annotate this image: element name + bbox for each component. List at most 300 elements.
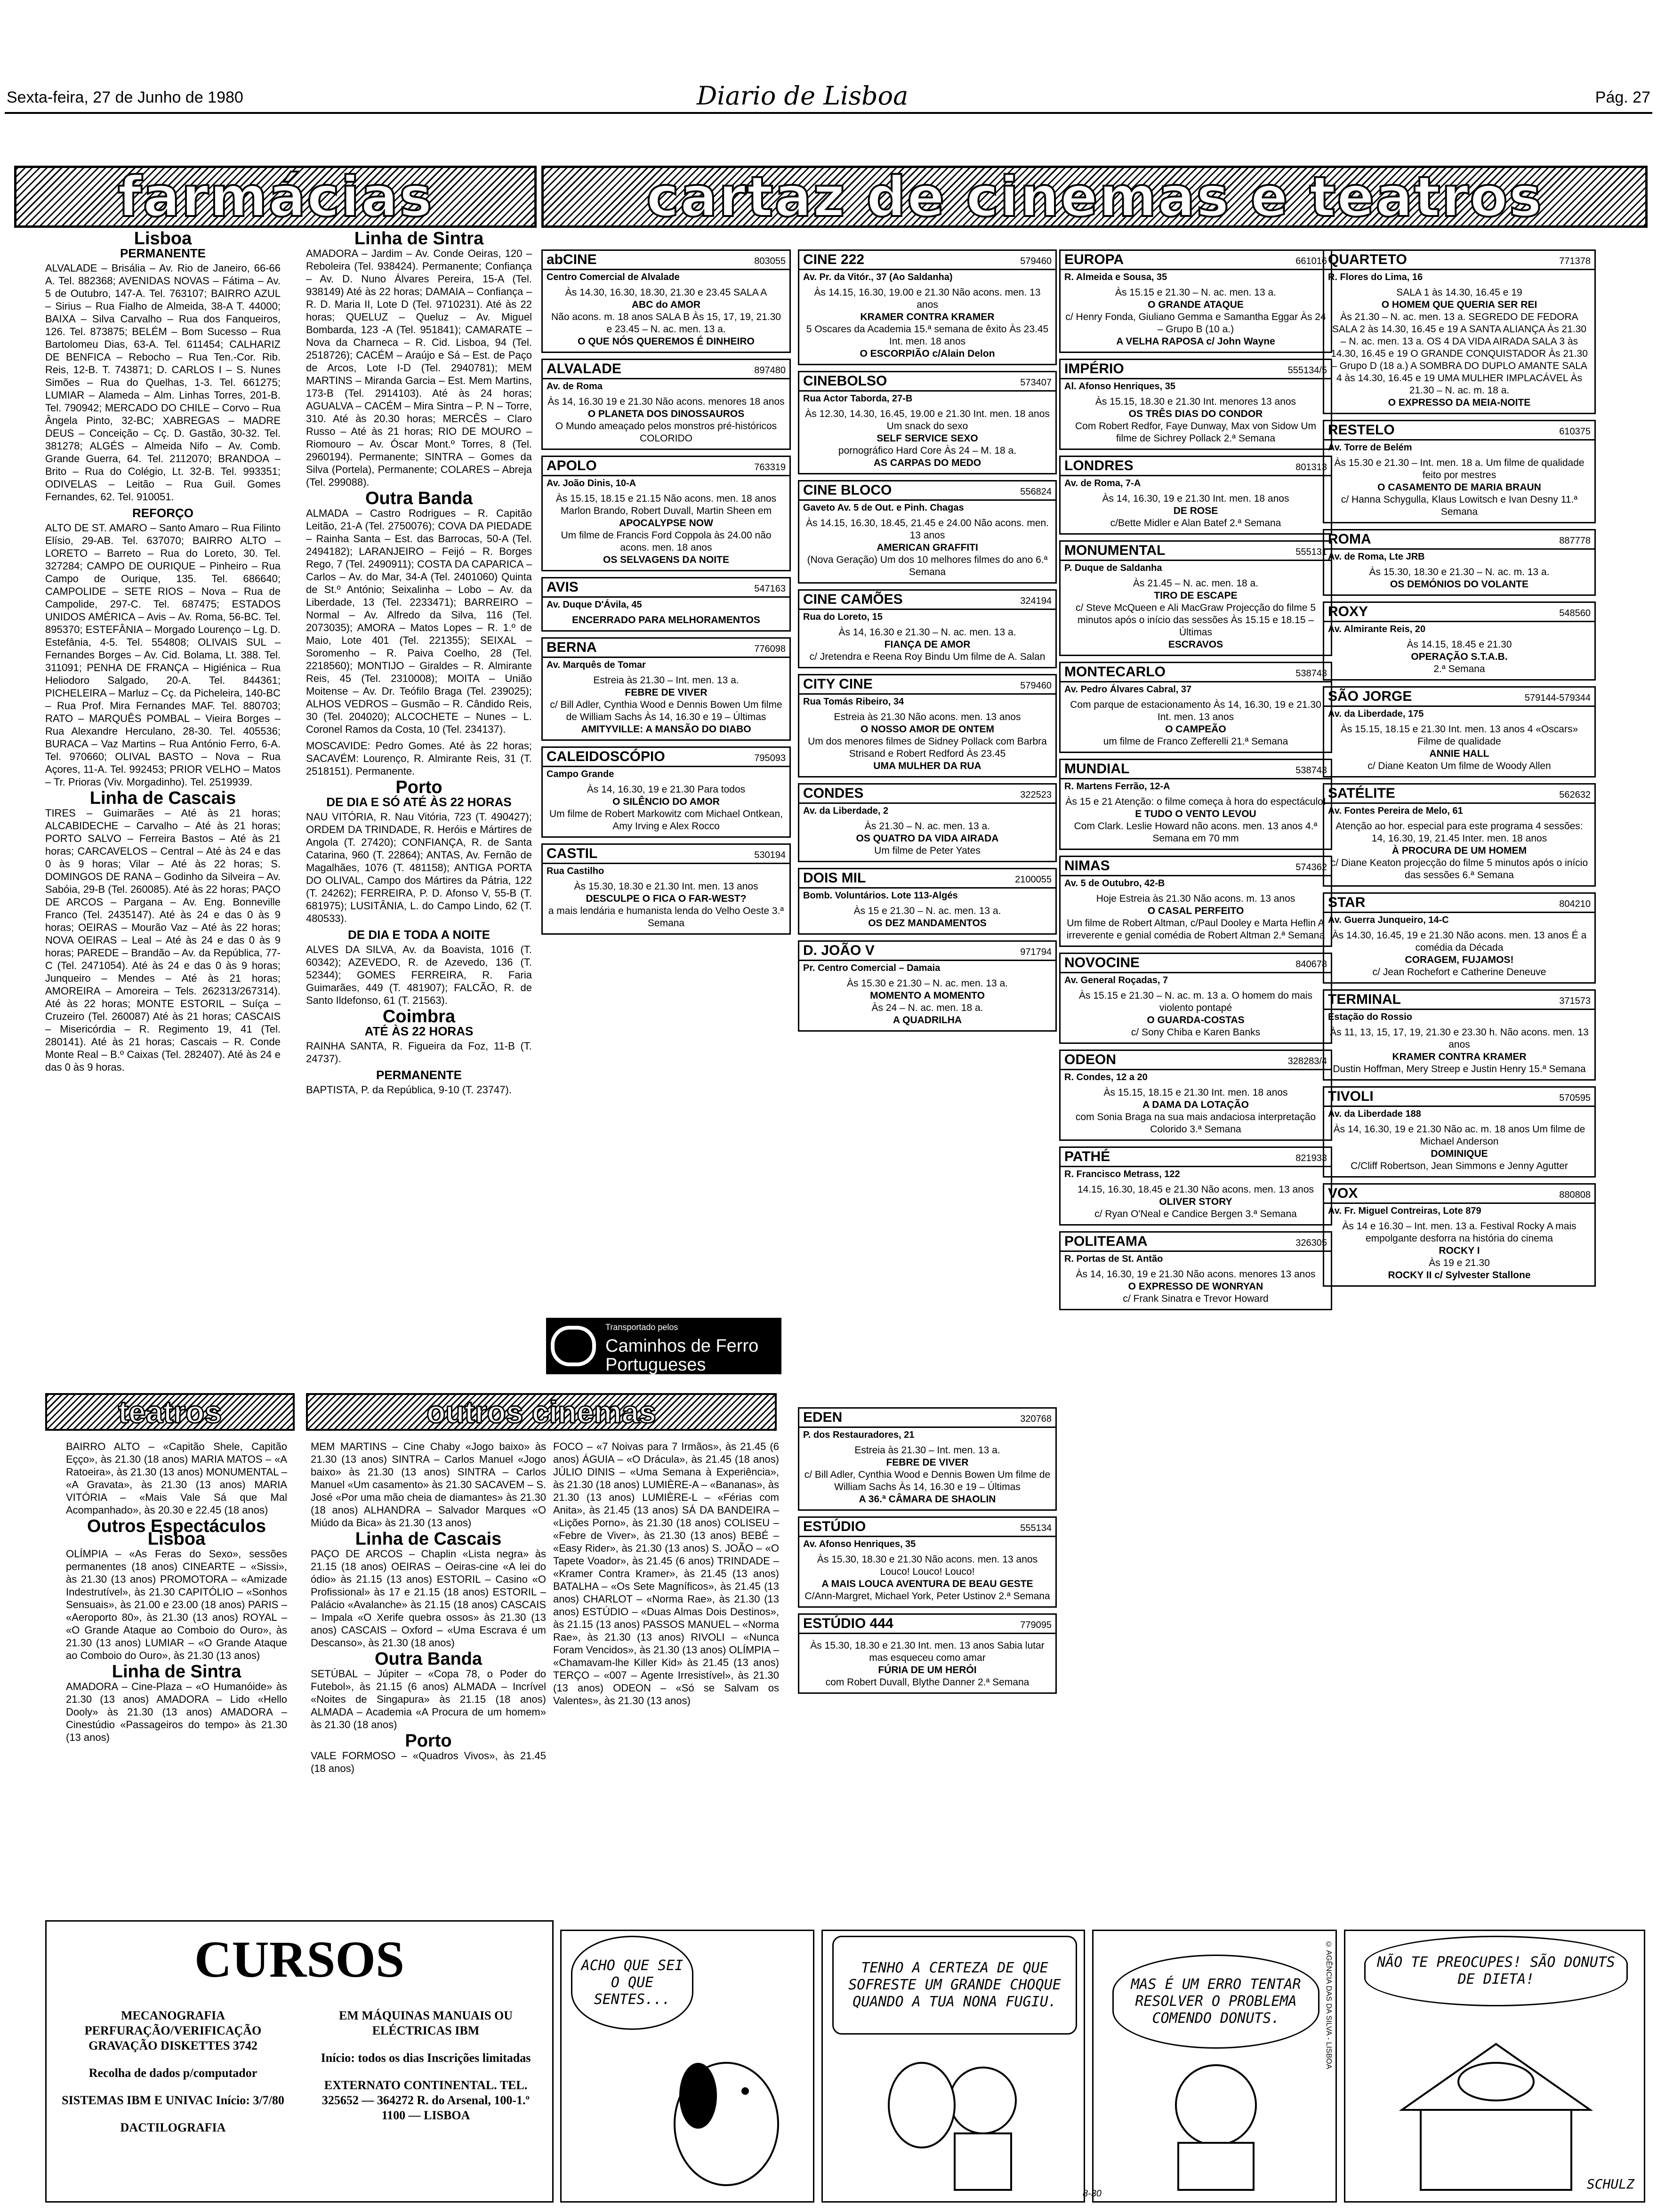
cinema-details: pornográfico Hard Core Às 24 – M. 18 a. [838,445,1017,456]
cinema-details: c/ Sony Chiba e Karen Banks [1131,1027,1261,1038]
cinema-listing [798,783,1057,862]
cinema-film-title: O GUARDA-COSTAS [1147,1015,1245,1026]
cinema-name: CALEIDOSCÓPIO [547,749,665,764]
cinema-phone: 776098 [754,644,786,654]
cinema-schedule: Às 15.30 e 21.30 – N. ac. men. 13 a. [846,978,1008,989]
cinema-name: STAR [1328,895,1366,910]
cinema-schedule: Às 14 e 16.30 – Int. men. 13 a. Festival Rocky A mais empolgante desforra na história do cinema [1342,1221,1577,1244]
cinema-details: c/ Henry Fonda, Giuliano Gemma e Samantha Eggar Às 24 – Grupo B (10 a.) [1065,312,1326,335]
cinema-name: QUARTETO [1328,252,1407,267]
cinema-schedule: Às 14, 16.30, 19 e 21.30 Não acons. menores 13 anos [1076,1269,1316,1280]
cinema-details: c/ Frank Sinatra e Trevor Howard [1123,1293,1269,1304]
cinema-details: Dustin Hoffman, Mery Streep e Justin Henry 15.ª Semana [1333,1064,1586,1074]
cinema-program [1324,283,1594,413]
cinema-schedule: Às 14.15, 18.45 e 21.30 [1407,639,1512,650]
cinema-phone: 328283/4 [1287,1056,1327,1066]
cinema-address: P. Duque de Saldanha [1064,563,1162,573]
comic-credit: © AGÊNCIA DAS DA SILVA - LISBOA [1325,1940,1333,2069]
cinema-film-title: O SILÊNCIO DO AMOR [612,796,720,807]
cinema-schedule: Às 14, 16.30, 19 e 21.30 Não ac. m. 18 anos Um filme de Michael Anderson [1333,1124,1585,1147]
cinema-details: c/Bette Midler e Alan Batef 2.ª Semana [1110,518,1281,529]
cinema-phone: 804210 [1559,899,1591,909]
cinema-schedule: Às 15 e 21.30 – N. ac. men. 13 a. [853,906,1001,916]
outra-banda-text: ALMADA – Castro Rodrigues – R. Capitão Leitão, 21-A (Tel. 2750076); COVA DA PIEDADE – Rainha Santa – Est. das Barrocas, 50-A (Tel. 2494182); LARANJEIRO – Feijó – R. Borges Rego, 7 (Tel. 2490911); COSTA DA CAPARICA – Carlos – Av. do Mar, 34-A (Tel. 2401060) Quinta de St.º António; Seixalinha – Lobo – Av. da Liberdade, 13 (Tel. 2233471); BARREIRO – Normal – Av. Alfredo da Silva, 116 (Tel. 2073035); AMORA – Matos Lopes – R. 1.º de Maio, Lote 401 (Tel. 221355); SEIXAL – Soromenho – R. Paiva Coelho, 28 (Tel. 2218560); MONTIJO – Giraldes – R. Almirante Reis, 45 (Tel. 2310008); MOITA – União Moitense – Av. Dr. Teófilo Braga (Tel. 239025); ALHOS VEDROS – Gusmão – R. Cândido Reis, 30 (Tel. 204020); ALCOCHETE – Nunes – L. Coronel Ramos da Costa, 10 (Tel. 234137). [306,507,532,735]
cinema-header [799,591,1055,610]
cinema-header [543,639,789,658]
cinema-film-title: OS QUATRO DA VIDA AIRADA [856,833,999,844]
cinema-listing [1059,1146,1332,1226]
cinema-name: SATÉLITE [1328,785,1395,801]
cinema-schedule: Às 14, 16.30 19 e 21.30 Não acons. menores 18 anos [547,396,785,407]
cinema-details: c/ Steve McQueen e Ali MacGraw Projecção do filme 5 minutos após o início das sessões Às 15.15 e 18.15 – Últimas [1075,602,1316,638]
cinema-schedule: Às 21.45 – N. ac. men. 18 a. [1133,578,1259,589]
cinema-film-title: FIANÇA DE AMOR [884,639,971,650]
cinema-phone: 821933 [1295,1153,1327,1163]
cinema-film-title-2: A 36.ª CÂMARA DE SHAOLIN [859,1494,996,1505]
cinema-phone: 574362 [1295,862,1327,873]
reforco-text: ALTO DE ST. AMARO – Santo Amaro – Rua Filinto Elísio, 29-AB. Tel. 637070; BAIRRO ALTO – LORETO – Barreto – Rua do Loreto, 30. Tel. 327284; CAMPO DE OURIQUE – Pinheiro – Rua Campo de Ourique, 135. Tel. 686640; CAMPOLIDE – SETE RIOS – Nova – Rua de Campolide, 297-C. Tel. 687475; ESTADOS UNIDOS AMÉRICA – Avis – Av. Roma, 56-BC. Tel. 895370; ESTEFÂNIA – Morgado Lourenço – Lg. D. Estefânia, 4-5. Tel. 554808; OLIVAIS SUL – Fernandes Borges – Av. Cid. Bolama, Lt. 388. Tel. 311091; PENHA DE FRANÇA – Higiénica – Rua Heliodoro Salgado, 20-A. Tel. 844361; PICHELEIRA – Marluz – Cç. da Picheleira, 140-BC – Rua Prof. Mira Fernandes MAF. Tel. 880703; RATO – MARQUÊS POMBAL – Vieira Borges – Rua Alexandre Herculano, 28-30. Tel. 405536; BURACA – Vaz Martins – Rua António Ferro, 6-A. Tel. 970660; OLIVAL BASTO – Nova – Rua Açores, 11-A. Tel. 992453; PRIOR VELHO – Matos – Tr. Prioras (Viv. Morgadinho). Tel. 2519939. [45,522,281,788]
cinema-name: CITY CINE [803,676,873,692]
cinema-header [543,578,789,598]
cinema-address: Av. da Liberdade 188 [1328,1109,1421,1119]
header-date: Sexta-feira, 27 de Junho de 1980 [7,88,243,106]
cinema-schedule: Às 15.30, 18.30 e 21.30 – N. ac. m. 13 a. [1369,567,1550,577]
cinema-schedule: Às 15.15, 18.30 e 21.30 Int. menores 13 anos [1095,396,1296,407]
cinema-name: EDEN [803,1410,843,1425]
cinema-film-title: FEBRE DE VIVER [625,687,708,698]
snoopy-icon [656,2039,797,2190]
cinema-address: R. Condes, 12 a 20 [1064,1072,1148,1082]
cursos-right-3: EXTERNATO CONTINENTAL. TEL. 325652 — 364272 R. do Arsenal, 100-1.º 1100 — LISBOA [322,2078,530,2122]
cinema-listing [1323,989,1596,1081]
cinema-header [799,481,1055,501]
cinema-film-title-2: OS SELVAGENS DA NOITE [603,554,729,565]
cinema-program [1061,1265,1331,1309]
cinema-name: ESTÚDIO 444 [803,1616,893,1631]
cinema-details: c/ Jean Rochefort e Catherine Deneuve [1372,967,1546,978]
cinema-header [1324,991,1594,1010]
cinema-film-title: SELF SERVICE SEXO [877,433,978,444]
cinema-schedule: Às 15.30, 18.30 e 21.30 Não acons. men. 13 anos Louco! Louco! Louco! [817,1554,1038,1577]
cinema-details: 2.ª Semana [1433,664,1485,674]
cinema-phone: 573407 [1020,377,1052,388]
cinema-details: Às 19 e 21.30 [1429,1258,1490,1268]
cinema-address: Av. General Roçadas, 7 [1064,975,1168,986]
cinema-header [799,942,1055,961]
cinema-program [1061,986,1331,1042]
cinema-address: R. Francisco Metrass, 122 [1064,1169,1180,1179]
cinema-address: Av. Pedro Álvares Cabral, 37 [1064,684,1192,695]
charlie-brown-snoopy-icon [875,2049,1035,2195]
cp-logo-line1: Caminhos de Ferro [605,1336,759,1356]
cinema-name: CASTIL [547,846,598,861]
charlie-brown-icon [1136,2063,1296,2195]
section-linha-cascais: Linha de Cascais [89,788,236,808]
cinema-listing [798,1613,1057,1694]
subsection-permanente: PERMANENTE [120,246,206,260]
cinema-phone: 555134 [1020,1523,1052,1533]
cinema-program [1061,1180,1331,1224]
cinema-program [543,392,789,449]
cinema-schedule: Às 15.15 e 21.30 – N. ac. m. 13 a. O homem do mais violento pontapé [1078,990,1313,1013]
cinemas-column-2 [798,249,1057,1365]
cinema-header [1061,760,1331,779]
cinema-details: c/ Ryan O'Neal e Candice Bergen 3.ª Semana [1094,1209,1297,1219]
outros-cinemas-porto-title: Porto [405,1731,452,1751]
cinema-details: Às 24 – N. ac. men. 18 a. [871,1002,983,1013]
cinema-schedule: Às 15.15, 18.15 e 21.15 Não acons. men. 18 anos Marlon Brando, Robert Duvall, Martin Sheen em [555,493,777,516]
cinema-phone: 570595 [1559,1093,1591,1103]
cinema-program [799,707,1055,776]
cinema-name: LONDRES [1064,458,1134,473]
comic-panel-4 [1344,1930,1645,2203]
cinema-film-title: A DAMA DA LOTAÇÃO [1142,1099,1249,1110]
cinema-listing [798,371,1057,474]
outros-cinemas-text-3: FOCO – «7 Noivas para 7 Irmãos», às 21.45 (6 anos) ÁGUIA – «O Drácula», às 21.45 (18 anos) JÚLIO DINIS – «Uma Semana à Experiência», às 21.30 (18 anos) LUMIÈRE-A – «Bananas», às 21.30 (13 anos) LUMIÈRE-L – «Férias com Anita», às 21.45 (13 anos) SÁ DA BANDEIRA – «Lições Porno», às 21.30 (18 anos) COLISEU – «Febre de Viver», às 21.30 (13 anos) BEBÉ – «Easy Rider», às 21.30 (13 anos) S. JOÃO – «O Tapete Voador», às 21.45 (6 anos) TRINDADE – «Kramer Contra Kramer», às 21.45 (13 anos) BATALHA – «Os Sete Magníficos», às 21.45 (13 anos) CHARLOT – «Norma Rae», às 21.30 (13 anos) ESTÚDIO – «Duas Almas Dois Destinos», às 21.15 (13 anos) PASSOS MANUEL – «Norma Rae», às 21.30 (13 anos) RIVOLI – «Nunca Foram Vencidos», às 21.30 (13 anos) OLÍMPIA – «Chamavam-lhe Killer Kid» às 21.45 (13 anos) TERÇO – «007 – Agente Irresistível», às 21.30 (13 anos) ODEON – «Só se Salvam os Valentes», às 21.30 (13 anos) [553,1441,779,1707]
subsection-reforco: REFORÇO [132,506,193,520]
cinema-details: Às 21.30 – N. ac. men. 13 a. SEGREDO DE FEDORA SALA 2 às 14.30, 16.45 e 19 A SANTA ALIANÇA Às 21.30 – N. ac. men. 13 a. OS 4 DA VIDA AIRADA SALA 3 às 14.30, 16.45 e 19 O GRANDE CONQUISTADOR Às 21.30 – Grupo D (18 a.) A SOMBRA DO DUPLO AMANTE SALA 4 às 14.30, 16.45 e 19 UMA MULHER IMPLACÁVEL Às 21.30 – N. ac. m. 18 a. [1331,312,1588,396]
teatros-banner-text: teatros [118,1395,222,1429]
cinema-film-title: MOMENTO A MOMENTO [870,990,985,1001]
cinema-film-title: O GRANDE ATAQUE [1148,299,1244,310]
coimbra-text-1: RAINHA SANTA, R. Figueira da Foz, 11-B (T. 24737). [306,1040,532,1065]
cinema-address: Rua Tomás Ribeiro, 34 [803,697,904,707]
teatros-linha-sintra-title: Linha de Sintra [112,1662,241,1682]
cinema-film-title: O CASAMENTO DE MARIA BRAUN [1377,482,1541,493]
cinema-header [1061,1233,1331,1252]
cinema-details: O Mundo ameaçado pelos monstros pré-históricos COLORIDO [555,421,777,444]
cursos-left-2: Recolha de dados p/computador [88,2066,257,2080]
cinema-address: Av. Pr. da Vitór., 37 (Ao Saldanha) [803,272,953,282]
cinema-phone: 801313 [1295,462,1327,473]
cinema-schedule: Às 14, 16.30, 19 e 21.30 Para todos [587,784,746,795]
cinema-schedule: Às 14.30, 16.45, 19 e 21.30 Não acons. men. 13 anos É a comédia da Década [1332,930,1587,953]
cinema-film-title: APOCALYPSE NOW [619,518,713,529]
cinema-listing [1059,540,1332,656]
farmacias-banner-text: farmácias [118,164,433,229]
cinema-film-title: ANNIE HALL [1429,748,1489,759]
cinema-phone: 562632 [1559,790,1591,800]
cinema-schedule: 14.15, 16.30, 18.45 e 21.30 Não acons. men. 13 anos [1077,1184,1314,1195]
cinema-phone: 555131 [1295,547,1327,557]
cinema-phone: 548560 [1559,608,1591,618]
cinema-header [1324,251,1594,270]
outros-cinemas-cascais-title: Linha de Cascais [355,1529,502,1549]
cinema-program [799,901,1055,933]
cinema-listing [798,1516,1057,1608]
cinema-details: c/ Jretendra e Reena Roy Bindu Um filme de A. Salan [809,651,1046,662]
cinema-film-title-2: ROCKY II c/ Sylvester Stallone [1388,1270,1531,1281]
cinema-phone: 324194 [1020,596,1052,606]
cinema-film-title: A MAIS LOUCA AVENTURA DE BEAU GESTE [821,1579,1033,1589]
cinema-header [1061,251,1331,270]
cinema-header [1061,457,1331,476]
cinema-film-title-2: A VELHA RAPOSA c/ John Wayne [1116,336,1275,347]
cinema-phone: 530194 [754,850,786,860]
farmacias-column-2 [306,231,532,1374]
cinema-film-title: DE ROSE [1173,505,1218,516]
cinema-address: Estação do Rossio [1328,1012,1412,1022]
cinema-address: R. Almeida e Sousa, 35 [1064,272,1167,282]
cinema-address: P. dos Restauradores, 21 [803,1430,915,1440]
cinema-schedule: Às 14.15, 16.30, 18.45, 21.45 e 24.00 Não acons. men. 13 anos [805,518,1049,541]
cinema-header [1061,857,1331,876]
teatros-text: BAIRRO ALTO – «Capitão Shele, Capitão Eçço», às 21.30 (18 anos) MARIA MATOS – «A Ratoeira», às 21.30 (13 anos) MONUMENTAL – «A Gravata», às 21.30 (13 anos) MARIA VITÓRIA – «Mais Vale Sá que Mal Acompanhado», às 20.30 e 22.45 (18 anos) [66,1441,287,1516]
coimbra-subtitle-1: ATÉ ÀS 22 HORAS [364,1024,474,1038]
cinema-film-title: OS TRÊS DIAS DO CONDOR [1128,409,1263,419]
cinema-address: Av. Duque D'Ávila, 45 [547,600,642,610]
cinema-name: ROXY [1328,604,1368,619]
cartaz-banner-text: cartaz de cinemas e teatros [646,164,1543,229]
cinema-schedule: Às 15.15, 18.15 e 21.30 Int. men. 18 anos [1103,1087,1288,1098]
cinema-address: Gaveto Av. 5 de Out. e Pinh. Chagas [803,503,964,513]
cinema-film-title: ROCKY I [1439,1245,1480,1256]
cinema-address: Al. Afonso Henriques, 35 [1064,381,1175,392]
cinema-film-title: AMERICAN GRAFFITI [877,542,978,553]
cinema-schedule: Às 15.15 e 21.30 – N. ac. men. 13 a. [1115,287,1277,298]
cinema-program [1324,1120,1594,1176]
cinema-details: Um filme de Peter Yates [874,845,981,856]
cinema-program [799,404,1055,473]
cinema-program [799,623,1055,667]
cinema-address: Av. João Dinis, 10-A [547,478,636,489]
cinema-name: MONTECARLO [1064,664,1166,680]
section-linha-sintra: Linha de Sintra [354,231,484,248]
cinema-listing [1059,953,1332,1044]
cinema-phone: 880808 [1559,1190,1591,1200]
cinema-schedule: Estreia às 21.30 – Int. men. 13 a. [854,1445,1000,1456]
comic-bubble-1: ACHO QUE SEI O QUE SENTES... [571,1936,693,2030]
cinema-name: APOLO [547,458,597,473]
cinema-program [543,610,789,630]
cinema-film-title: FEBRE DE VIVER [886,1457,969,1468]
cinemas-column-1 [541,249,791,1365]
porto-text-2: ALVES DA SILVA, Av. da Boavista, 1016 (T. 60342); AZEVEDO, R. de Azevedo, 136 (T. 52344); GOMES FERREIRA, R. Faria Guimarães, 449 (T. 481907); FALCÃO, R. de Santo Ildefonso, 61 (T. 21563). [306,944,532,1006]
cinema-header [543,457,789,476]
cinema-phone: 547163 [754,584,786,594]
cinema-name: CINE CAMÕES [803,592,903,607]
cinema-address: Av. de Roma, 7-A [1064,478,1141,489]
cinema-schedule: Com parque de estacionamento Às 14, 16.30, 19 e 21.30 Int. men. 13 anos [1070,699,1321,722]
farmacias-banner [14,166,537,228]
cp-logo-icon [551,1326,596,1366]
cinema-phone: 610375 [1559,426,1591,437]
cinema-name: PATHÉ [1064,1149,1110,1164]
cinema-header [1061,1148,1331,1167]
cinema-address: Av. Fr. Miguel Contreiras, Lote 879 [1328,1206,1481,1216]
cinema-listing [1059,856,1332,947]
cinema-details: Um filme de Francis Ford Coppola às 24.00 não acons. men. 18 anos [561,530,772,553]
cinema-details: a mais lendária e humanista lenda do Velho Oeste 3.ª Semana [548,906,784,929]
cinema-film-title: À PROCURA DE UM HOMEM [1392,845,1527,856]
cinema-program [1061,695,1331,752]
cinema-film-title: O EXPRESSO DE WONRYAN [1128,1281,1263,1292]
cinema-address: Av. Fontes Pereira de Melo, 61 [1328,806,1463,816]
cinema-phone: 371573 [1559,996,1591,1006]
cinema-details: (Nova Geração) Um dos 10 melhores filmes do ano 6.ª Semana [807,554,1048,577]
cinema-schedule: SALA 1 às 14.30, 16.45 e 19 [1396,287,1522,298]
cinema-details: com Robert Duvall, Blythe Danner 2.ª Semana [825,1677,1030,1688]
cinema-details: Um dos menores filmes de Sidney Pollack com Barbra Strisand e Robert Redford Às 23.45 [808,736,1047,759]
cinema-header [1324,421,1594,441]
cinema-name: EUROPA [1064,252,1124,267]
cinema-film-title-2: UMA MULHER DA RUA [873,761,981,771]
cinema-header [799,1518,1055,1537]
cinema-listing [541,456,791,571]
cinema-film-title: CORAGEM, FUJAMOS! [1405,954,1514,965]
cinema-header [799,251,1055,270]
cinema-address: Av. Torre de Belém [1328,442,1412,453]
cinema-header [799,675,1055,695]
cinema-listing [798,249,1057,365]
permanente-text: ALVALADE – Brisália – Av. Rio de Janeiro, 66-66 A. Tel. 882368; AVENIDAS NOVAS – Fátima – Av. 5 de Outubro, 147-A. Tel. 763107; BAIRRO AZUL – Sirius – Rua Fialho de Almeida, 38-A T. 44000; BAIXA – Silva Carvalho – Rua dos Fanqueiros, 126. Tel. 873875; BELÉM – Bom Sucesso – Rua Bartolomeu Dias, 63-A. Tel. 611454; CALHARIZ DE BENFICA – Rebocho – Rua Ten.-Cor. Rib. Reis, 12-B. T. 743871; D. CARLOS I – S. Nunes Simões – Rua do Quelhas, 1-3. Tel. 661275; LUMIAR – Alameda – Alm. Linhas Torres, 201-B. Tel. 790942; MERCADO DO CHILE – Corvo – Rua Ângela Pinto, 32-BC; XABREGAS – MADRE DEUS – Conceição – Cç. D. Gastão, 30-32. Tel. 381278; ALGÉS – Almeida Nifo – Av. Comb. Grande Guerra, 64. Tel. 2112070; BRANDOA – Brito – Rua do Colégio, Lt. 32-B. Tel. 993351; ODIVELAS – Leitão – Rua Guil. Gomes Fernandes, 62. Tel. 910051. [45,262,281,503]
porto-subtitle-2: DE DIA E TODA A NOITE [348,928,490,942]
cinema-listing [798,868,1057,935]
cinema-schedule: Às 14.30, 16.30, 18.30, 21.30 e 23.45 SALA A [565,287,767,298]
cp-logo [546,1318,781,1374]
cinema-program [543,877,789,933]
cinema-name: CINE BLOCO [803,482,892,498]
cinema-listing [1323,783,1596,887]
cinema-header [799,785,1055,804]
cinema-header [543,748,789,767]
cinema-film-title: KRAMER CONTRA KRAMER [860,312,995,322]
cinema-listing [798,589,1057,668]
cinema-listing [541,249,791,353]
cinema-program [799,817,1055,861]
cinema-schedule: Estreia às 21.30 – Int. men. 13 a. [593,675,739,686]
cinema-listing [541,746,791,838]
cinema-program [1324,635,1594,679]
cinema-program [543,671,789,739]
cinema-address: R. Flores do Lima, 16 [1328,272,1423,282]
cinema-phone: 771378 [1559,256,1591,266]
cinema-address: Bomb. Voluntários. Lote 113-Algés [803,890,958,901]
cinema-listing [1059,456,1332,535]
cinema-address: Rua Actor Taborda, 27-B [803,393,913,404]
cinema-listing [798,674,1057,777]
cinema-details: Um filme de Robert Markowitz com Michael Ontkean, Amy Irving e Alex Rocco [549,809,783,832]
cinema-header [1324,530,1594,550]
outros-cinemas-porto-text: VALE FORMOSO – «Quadros Vivos», às 21.45 (18 anos) [311,1750,546,1774]
cinema-phone: 779095 [1020,1620,1052,1630]
cinema-schedule: Às 15 e 21 Atenção: o filme começa à hora do espectáculo! [1065,796,1326,807]
cinema-listing [1323,529,1596,596]
cinema-listing [1323,249,1596,414]
comic-signature: SCHULZ [1586,2176,1634,2192]
cinema-program [1061,889,1331,946]
cinema-header [1061,542,1331,561]
cinema-schedule: Atenção ao hor. especial para este programa 4 sessões: 14, 16.30, 19, 21.45 Inter. men. 18 anos [1335,821,1583,844]
cinema-listing [1059,662,1332,753]
cinema-film-title: TIRO DE ESCAPE [1154,590,1238,601]
outros-cinemas-cascais-text: PAÇO DE ARCOS – Chaplin «Lista negra» às 21.15 (18 anos) OEIRAS – Oeiras-cine «A lei do ódio» às 21.15 (13 anos) ESTORIL – Casino «O Profissional» às 17 e 21.15 (18 anos) ESTORIL – Palácio «Avalanche» às 21.15 (18 anos) CASCAIS – Impala «O Xerife quebra ossos» às 21.30 (13 anos) CASCAIS – Oxford – «Uma Escrava é um Descanso», às 21.30 (18 anos) [311,1548,546,1649]
teatros-linha-sintra-text: AMADORA – Cine-Plaza – «O Humanóide» às 21.30 (13 anos) AMADORA – Lido «Hello Dooly» às 21.30 (13 anos) AMADORA – Cinestúdio «Passageiros do tempo» às 21.30 (13 anos) [66,1681,287,1743]
cinema-name: abCINE [547,252,597,267]
cinema-name: CONDES [803,785,864,801]
cinema-address: R. Martens Ferrão, 12-A [1064,781,1170,792]
cinema-phone: 803055 [754,256,786,266]
cursos-left-3: SISTEMAS IBM E UNIVAC Início: 3/7/80 [62,2093,284,2107]
page-number: Pág. 27 [1595,88,1650,106]
outros-cinemas-outra-banda-title: Outra Banda [374,1649,483,1669]
cinema-address: Av. Guerra Junqueiro, 14-C [1328,915,1449,925]
masthead: Diario de Lisboa [697,81,909,111]
cinema-details: um filme de Franco Zefferelli 21.ª Semana [1103,736,1288,747]
cinema-header [1061,1051,1331,1070]
cinema-address: Av. da Liberdade, 2 [803,806,889,816]
cinema-header [543,251,789,270]
cinema-listing [1323,420,1596,523]
cinema-listing [1323,1183,1596,1287]
outros-cinemas-column-2 [553,1440,779,1911]
cinema-phone: 555134/5 [1287,365,1327,376]
cinema-address: Rua do Loreto, 15 [803,612,883,622]
cinema-name: VOX [1328,1186,1358,1201]
cinema-listing [1323,686,1596,777]
outros-cinemas-outra-banda-text: SETÚBAL – Júpiter – «Copa 78, o Poder do Futebol», às 21.15 (6 anos) ALMADA – Incrível «Noites de Singapura» às 21.15 (18 anos) ALMADA – Academia «A Procura de um homem» às 21.30 (18 anos) [311,1668,546,1731]
cinema-header [1061,954,1331,973]
comic-panel-3 [1092,1930,1337,2203]
cinema-schedule: Às 15.30, 18.30 e 21.30 Int. men. 13 anos [574,881,758,892]
cascais-text: TIRES – Guimarães – Até às 21 horas; ALCABIDECHE – Carvalho – Até às 21 horas; PORTO SALVO – Ferreira Bastos – Até às 21 horas; CARCAVELOS – Central – Até às 24 e das 0 às 9 horas; Vilar – Até às 22 horas; S. DOMINGOS DE RANA – Godinho da Silveira – Av. Sabóia, 29-B (Tel. 260085). Até às 22 horas; PAÇO DE ARCOS – Pargana – Av. Eng. Bonneville Franco (Tel. 2435147). Até às 24 e das 0 às 9 horas; OEIRAS – Mourão Vaz – Até às 22 horas; NOVA OEIRAS – Leal – Até às 24 e das 0 às 9 horas; PAREDE – Brandão – Av. da República, 77-C (Tel. 2471054). Até às 24 e das 0 às 9 horas; Junqueiro – Mendes – Até às 21 horas; AMOREIRA – Amoreira – Tels. 262313/267314). Até às 22 horas; MONTE ESTORIL – Suíça – Cruzeiro (Tel. 260087) Até às 21 horas; CASCAIS – Misericórdia – R. Regimento 19, 41 (Tel. 280141). Até às 21 horas; Cascais – R. Conde Monte Real – B.º Caixas (Tel. 282407). Até às 24 e das 0 às 9 horas. [45,807,281,1073]
cinema-listing [1323,601,1596,681]
cinema-program [543,283,789,352]
comic-bubble-3: MAS É UM ERRO TENTAR RESOLVER O PROBLEMA COMENDO DONUTS. [1112,1955,1319,2049]
cinema-name: CINE 222 [803,252,865,267]
cinema-program [1061,1083,1331,1139]
cinema-name: ESTÚDIO [803,1519,866,1534]
cinema-listing [1059,249,1332,353]
cp-logo-small: Transportado pelos [605,1322,678,1332]
cinema-listing [798,1407,1057,1511]
cinema-schedule: Às 21.30 – N. ac. men. 13 a. [864,821,990,832]
cinema-details: c/ Diane Keaton Um filme de Woody Allen [1367,761,1551,771]
cinema-phone: 538743 [1295,765,1327,776]
cinema-film-title: DESCULPE O FICA O FAR-WEST? [586,893,747,904]
snoopy-doghouse-icon [1374,2025,1618,2195]
cinema-name: ALVALADE [547,361,621,377]
cinema-listing [1059,359,1332,450]
cinema-listing [541,359,791,450]
cinema-header [799,1615,1055,1634]
cinema-film-title: O CASAL PERFEITO [1147,906,1244,916]
cinema-address: Campo Grande [547,769,614,779]
cinemas-column-4 [1323,249,1596,1699]
cinema-schedule: Às 15.30, 18.30 e 21.30 Int. men. 13 anos Sabia lutar mas esqueceu como amar [810,1640,1045,1663]
cinema-name: POLITEAMA [1064,1234,1148,1249]
cinema-film-title: OPERAÇÃO S.T.A.B. [1411,651,1508,662]
cinema-schedule: Às 12.30, 14.30, 16.45, 19.00 e 21.30 Int. men. 18 anos Um snack do sexo [805,409,1050,432]
cursos-title: CURSOS [194,1931,405,1988]
cinema-film-title-2: O EXPRESSO DA MEIA-NOITE [1388,397,1531,408]
cinema-program [543,780,789,836]
coimbra-subtitle-2: PERMANENTE [376,1068,462,1082]
cinema-phone: 556824 [1020,487,1052,497]
cp-logo-line2: Portugueses [605,1355,706,1375]
cinema-header [1324,1088,1594,1107]
cinema-name: NIMAS [1064,858,1110,874]
cinema-listing [1323,892,1596,984]
cinema-film-title: OS DEMÓNIOS DO VOLANTE [1390,579,1529,590]
section-coimbra: Coimbra [382,1007,456,1026]
cinema-phone: 320768 [1020,1414,1052,1424]
cinema-details: C/Cliff Robertson, Jean Simmons e Jenny Agutter [1351,1161,1568,1171]
outros-espectaculos-text: OLÍMPIA – «As Feras do Sexo», sessões permanentes (18 anos) CINEARTE – «Sissi», às 21.30 (13 anos) PROMOTORA – «Amizade Indestrutível», às 21.30 CAPITÓLIO – «Sonhos Sensuais», às 21.00 e 23.00 (18 anos) PARIS – «Aeroporto 80», às 21.30 (13 anos) ROYAL – «O Grande Ataque ao Comboio do Ouro», às 21.30 (13 anos) LUMIAR – «O Grande Ataque ao Comboio do Ouro», às 21.30 (13 anos) [66,1548,287,1661]
cinema-film-title: O NOSSO AMOR DE ONTEM [861,724,994,735]
cursos-ad [45,1920,554,2203]
cinema-program [1324,817,1594,885]
